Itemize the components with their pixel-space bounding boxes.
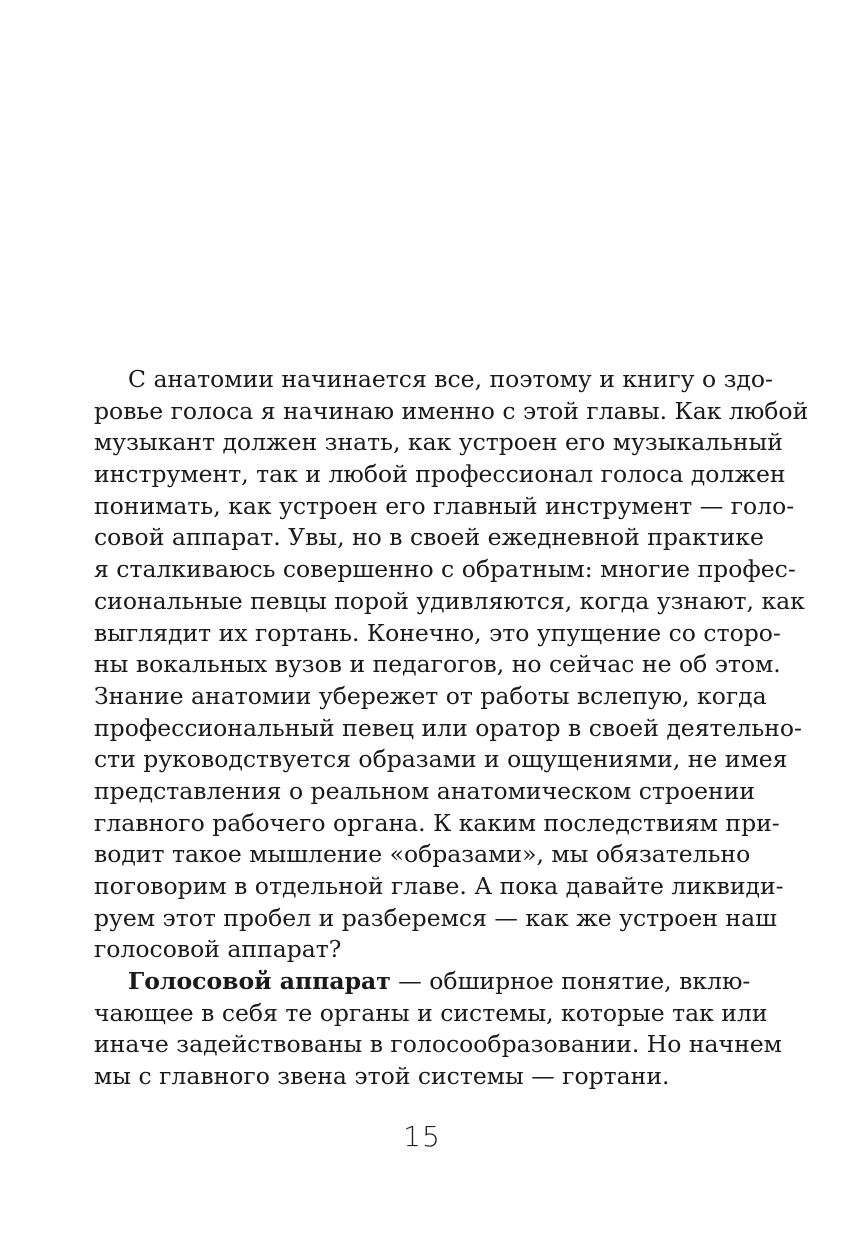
paragraph-line: понимать, как устроен его главный инструмент — голо- [94,491,795,520]
term-bold: Голосовой аппарат [128,967,391,996]
paragraph-line: инструмент, так и любой профессионал голоса должен [94,460,786,489]
paragraph-line: профессиональный певец или оратор в своей деятельно- [94,713,802,742]
paragraph-line: сиональные певцы порой удивляются, когда узнают, как [94,586,805,615]
paragraph-line: музыкант должен знать, как устроен его музыкальный [94,428,783,457]
paragraph-line: поговорим в отдельной главе. А пока давайте ликвиди- [94,872,784,900]
paragraph-line: сти руководствуется образами и ощущениями, не имея [94,745,788,774]
paragraph-line: голосовой аппарат? [94,935,342,964]
paragraph-line: ровье голоса я начинаю именно с этой главы. Как любой [94,396,809,425]
paragraph-line: совой аппарат. Увы, но в своей ежедневной практике [94,523,764,552]
body-text [94,364,809,1093]
paragraph-line: выглядит их гортань. Конечно, это упущение со сторо- [94,618,781,647]
paragraph-line: я сталкиваюсь совершенно с обратным: многие профес- [94,555,796,584]
paragraph-line: главного рабочего органа. К каким последствиям при- [94,808,780,837]
paragraph-line: С анатомии начинается все, поэтому и книгу о здо- [128,365,773,393]
paragraph-line: водит такое мышление «образами», мы обязательно [94,840,751,869]
paragraph-line: мы с главного звена этой системы — гортани. [94,1062,670,1091]
paragraph-line: Знание анатомии убережет от работы вслепую, когда [94,681,767,710]
page-number: 15 [403,1120,441,1153]
paragraph-line [94,966,751,998]
term-definition: — обширное понятие, вклю- [390,967,751,996]
paragraph-line: руем этот пробел и разберемся — как же устроен наш [94,903,777,932]
paragraph-line: представления о реальном анатомическом строении [94,776,756,805]
paragraph-line: чающее в себя те органы и системы, которые так или [94,998,768,1027]
paragraph-line: иначе задействованы в голосообразовании. Но начнем [94,1030,782,1059]
paragraph-line: ны вокальных вузов и педагогов, но сейчас не об этом. [94,650,781,679]
paragraph-2 [94,966,782,1093]
paragraph-1 [94,364,809,966]
